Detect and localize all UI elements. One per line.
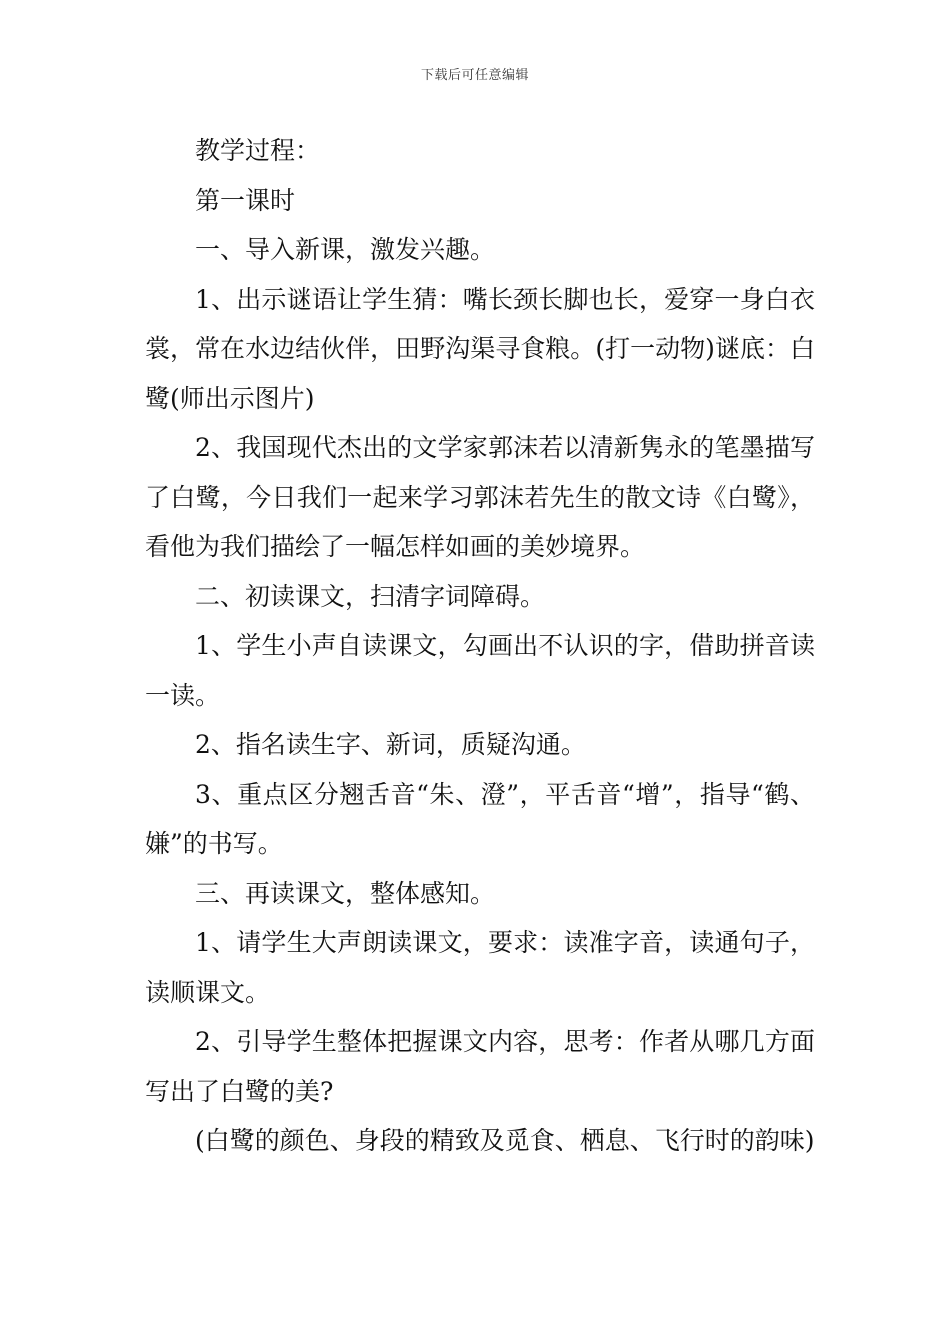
section-heading-introduction: 一、导入新课，激发兴趣。 bbox=[195, 235, 496, 264]
section-heading-first-reading: 二、初读课文，扫清字词障碍。 bbox=[195, 581, 546, 611]
paragraph-overall-grasp: 2、引导学生整体把握课文内容，思考：作者从哪几方面写出了白鹭的美? bbox=[145, 1027, 815, 1106]
paragraph-teaching-process: 教学过程： bbox=[195, 136, 321, 165]
paragraph-read-new-words: 2、指名读生字、新词，质疑沟通。 bbox=[195, 730, 586, 759]
section-heading-second-reading: 三、再读课文，整体感知。 bbox=[195, 878, 496, 908]
document-body bbox=[145, 126, 815, 1166]
paragraph-guo-moruo: 2、我国现代杰出的文学家郭沫若以清新隽永的笔墨描写了白鹭，今日我们一起来学习郭沫若先生的散文诗《白鹭》，看他为我们描绘了一幅怎样如画的美妙境界。 bbox=[145, 433, 815, 561]
paragraph-read-aloud: 1、请学生大声朗读课文，要求：读准字音，读通句子，读顺课文。 bbox=[145, 928, 815, 1007]
paragraph-answer-note: (白鹭的颜色、身段的精致及觅食、栖息、飞行时的韵味) bbox=[195, 1126, 815, 1155]
paragraph-first-lesson: 第一课时 bbox=[195, 185, 296, 215]
paragraph-self-reading: 1、学生小声自读课文，勾画出不认识的字，借助拼音读一读。 bbox=[145, 631, 815, 710]
paragraph-pronunciation: 3、重点区分翘舌音“朱、澄”，平舌音“增”，指导“鹤、嫌”的书写。 bbox=[145, 779, 815, 858]
paragraph-riddle: 1、出示谜语让学生猜：嘴长颈长脚也长，爱穿一身白衣裳，常在水边结伙伴，田野沟渠寻食粮。(打一动物)谜底：白鹭(师出示图片) bbox=[145, 284, 815, 413]
page-header: 下载后可任意编辑 bbox=[420, 68, 529, 83]
